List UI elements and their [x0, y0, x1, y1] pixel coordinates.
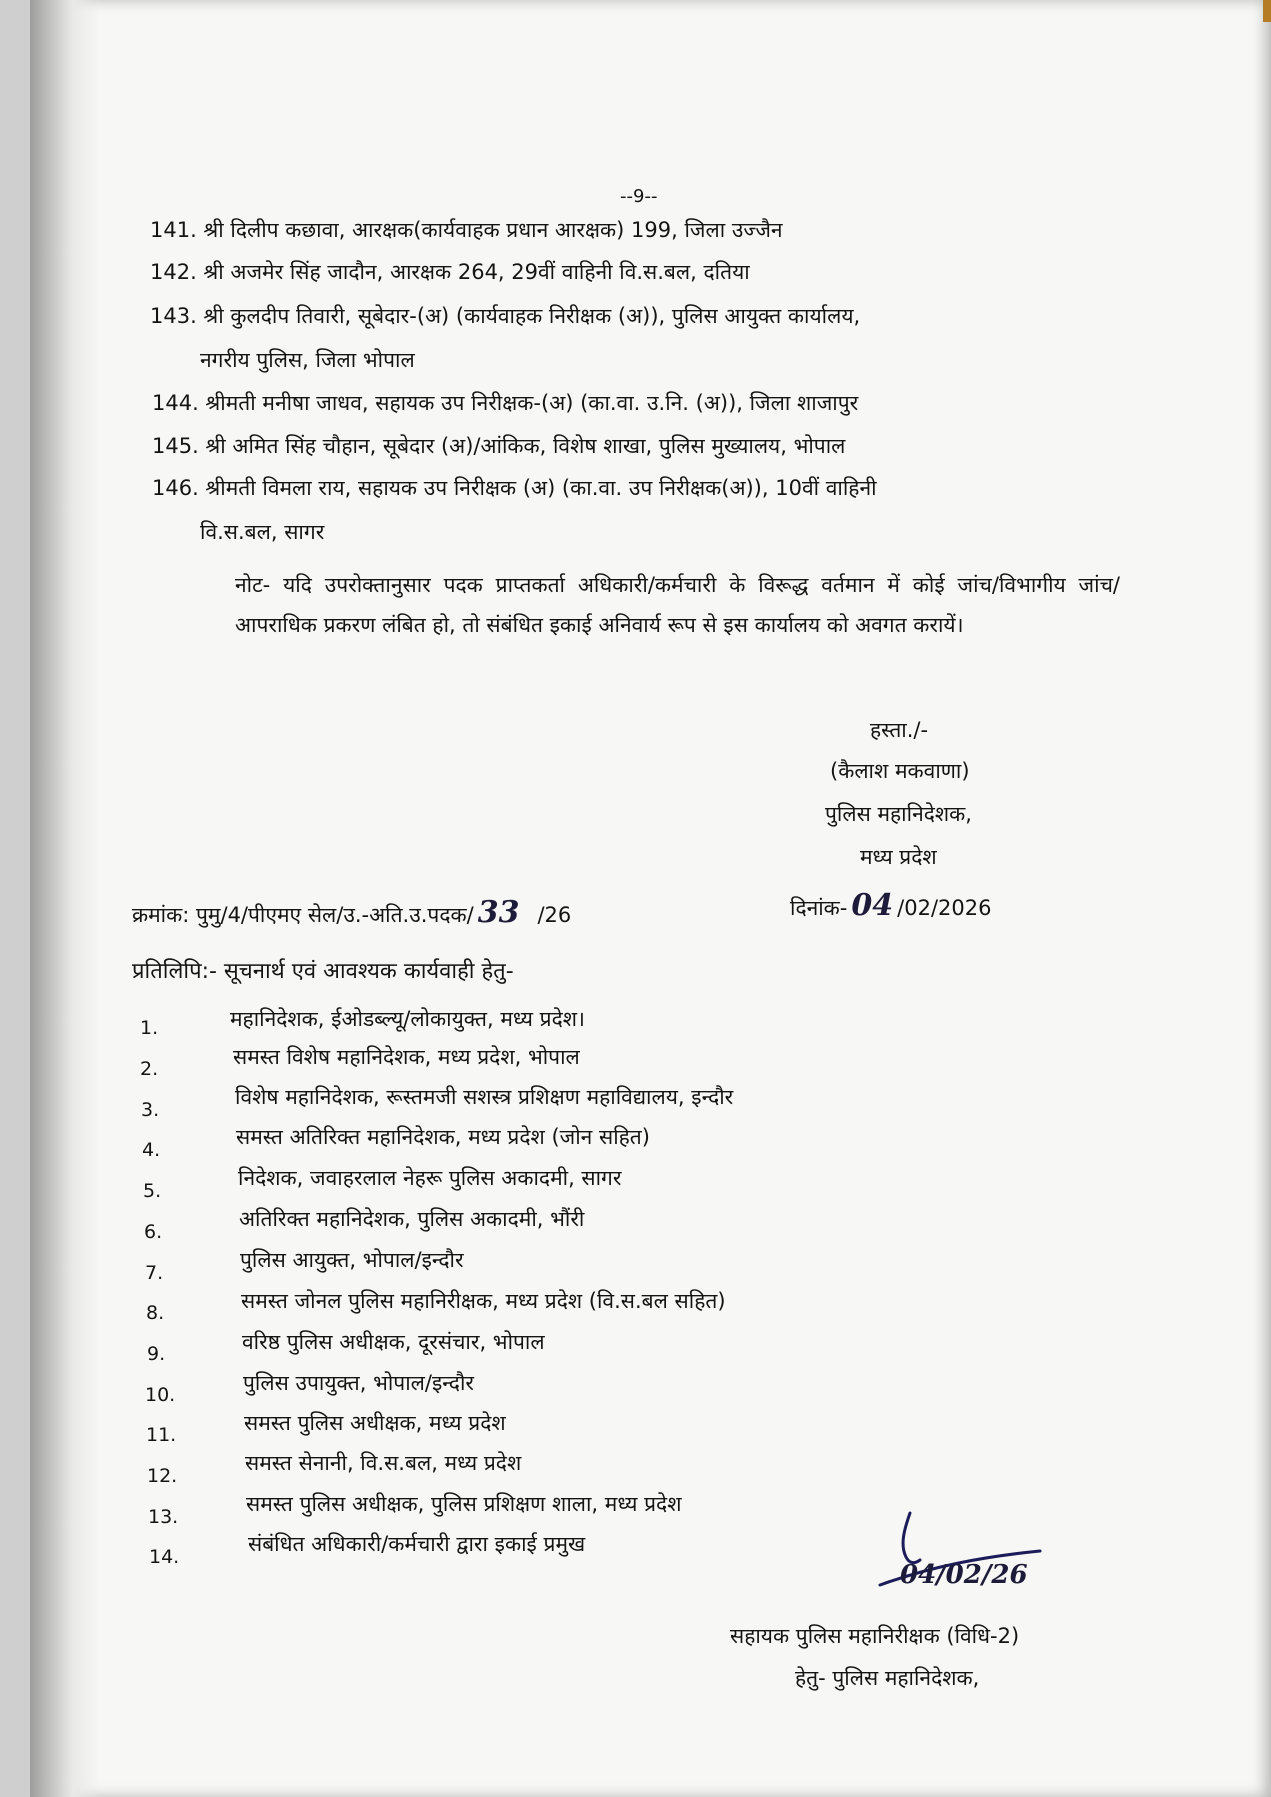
copy-item-text: विशेष महानिदेशक, रूस्तमजी सशस्त्र प्रशिक्षण महाविद्यालय, इन्दौर: [235, 1085, 734, 1109]
copy-item-num: 6.: [144, 1221, 163, 1243]
copy-item-text: महानिदेशक, ईओडब्ल्यू/लोकायुक्त, मध्य प्रदेश।: [230, 1007, 585, 1031]
copy-item-num: 14.: [149, 1546, 180, 1568]
reference-date: [790, 888, 991, 923]
page-edge-shadow: [30, 0, 100, 1797]
footer-on-behalf: हेतु- पुलिस महानिदेशक,: [795, 1666, 980, 1690]
handwritten-initials-date: 04/02/26: [900, 1560, 1028, 1590]
copy-item-num: 10.: [145, 1384, 176, 1406]
copy-item-num: 11.: [146, 1424, 177, 1446]
copy-item-num: 3.: [141, 1099, 160, 1121]
entry-141: 141. श्री दिलीप कछावा, आरक्षक(कार्यवाहक प्रधान आरक्षक) 199, जिला उज्जैन: [150, 218, 783, 242]
signatory-name: (कैलाश मकवाणा): [830, 759, 970, 783]
signatory-designation: पुलिस महानिदेशक,: [825, 802, 972, 826]
footer-designation: सहायक पुलिस महानिरीक्षक (विधि-2): [730, 1624, 1020, 1648]
entry-146: 146. श्रीमती विमला राय, सहायक उप निरीक्षक (अ) (का.वा. उप निरीक्षक(अ)), 10वीं वाहिनी: [152, 476, 877, 500]
copy-item-text: समस्त सेनानी, वि.स.बल, मध्य प्रदेश: [245, 1451, 522, 1475]
document-page: [30, 0, 1271, 1797]
copy-item-num: 8.: [146, 1302, 165, 1324]
entry-142: 142. श्री अजमेर सिंह जादौन, आरक्षक 264, 29वीं वाहिनी वि.स.बल, दतिया: [150, 260, 750, 284]
note-paragraph: नोट- यदि उपरोक्तानुसार पदक प्राप्तकर्ता अधिकारी/कर्मचारी के विरूद्ध वर्तमान में कोई जांच/विभागीय जांच/आपराधिक प्रकरण लंबित हो, तो संबंधित इकाई अनिवार्य रूप से इस कार्यालय को अवगत करायें।: [235, 573, 1120, 637]
entry-146-cont: वि.स.बल, सागर: [200, 520, 325, 544]
copy-item-text: निदेशक, जवाहरलाल नेहरू पुलिस अकादमी, सागर: [238, 1166, 622, 1190]
date-prefix: दिनांक-: [790, 896, 848, 920]
corner-mark: [1263, 0, 1271, 22]
copy-item-num: 4.: [142, 1139, 161, 1161]
copy-item-num: 7.: [145, 1262, 164, 1284]
copy-item-text: अतिरिक्त महानिदेशक, पुलिस अकादमी, भौंरी: [239, 1207, 585, 1231]
signed-mark: हस्ता./-: [870, 718, 929, 742]
entry-144: 144. श्रीमती मनीषा जाधव, सहायक उप निरीक्षक-(अ) (का.वा. उ.नि. (अ)), जिला शाजापुर: [152, 391, 859, 415]
date-suffix: /02/2026: [897, 896, 992, 920]
copy-item-num: 13.: [148, 1506, 179, 1528]
copy-item-num: 5.: [143, 1180, 162, 1202]
copy-item-text: समस्त विशेष महानिदेशक, मध्य प्रदेश, भोपाल: [233, 1045, 580, 1069]
reference-prefix: क्रमांक: पुमु/4/पीएमए सेल/उ.-अति.उ.पदक/: [132, 903, 474, 927]
copy-item-text: संबंधित अधिकारी/कर्मचारी द्वारा इकाई प्रमुख: [248, 1532, 586, 1556]
page-number: --9--: [620, 186, 658, 207]
copy-item-text: समस्त जोनल पुलिस महानिरीक्षक, मध्य प्रदेश (वि.स.बल सहित): [241, 1289, 726, 1313]
copy-heading: प्रतिलिपि:- सूचनार्थ एवं आवश्यक कार्यवाही हेतु-: [132, 959, 514, 984]
reference-suffix: /26: [537, 903, 572, 927]
signatory-state: मध्य प्रदेश: [860, 845, 937, 869]
copy-item-num: 12.: [147, 1465, 178, 1487]
copy-item-text: वरिष्ठ पुलिस अधीक्षक, दूरसंचार, भोपाल: [242, 1330, 545, 1354]
copy-item-text: समस्त पुलिस अधीक्षक, पुलिस प्रशिक्षण शाला, मध्य प्रदेश: [246, 1492, 682, 1516]
copy-item-num: 9.: [147, 1343, 166, 1365]
copy-item-text: पुलिस आयुक्त, भोपाल/इन्दौर: [240, 1248, 464, 1272]
copy-item-text: समस्त पुलिस अधीक्षक, मध्य प्रदेश: [244, 1411, 506, 1435]
entry-143: 143. श्री कुलदीप तिवारी, सूबेदार-(अ) (कार्यवाहक निरीक्षक (अ)), पुलिस आयुक्त कार्यालय,: [150, 304, 861, 328]
copy-item-text: पुलिस उपायुक्त, भोपाल/इन्दौर: [243, 1371, 474, 1395]
date-handwritten-day: 04: [851, 888, 894, 923]
reference-number: [132, 895, 571, 930]
entry-145: 145. श्री अमित सिंह चौहान, सूबेदार (अ)/आंकिक, विशेष शाखा, पुलिस मुख्यालय, भोपाल: [152, 434, 846, 458]
copy-item-num: 1.: [140, 1017, 159, 1039]
reference-handwritten-number: 33: [477, 895, 520, 930]
copy-item-num: 2.: [140, 1058, 159, 1080]
copy-item-text: समस्त अतिरिक्त महानिदेशक, मध्य प्रदेश (जोन सहित): [236, 1125, 650, 1149]
entry-143-cont: नगरीय पुलिस, जिला भोपाल: [200, 348, 415, 372]
